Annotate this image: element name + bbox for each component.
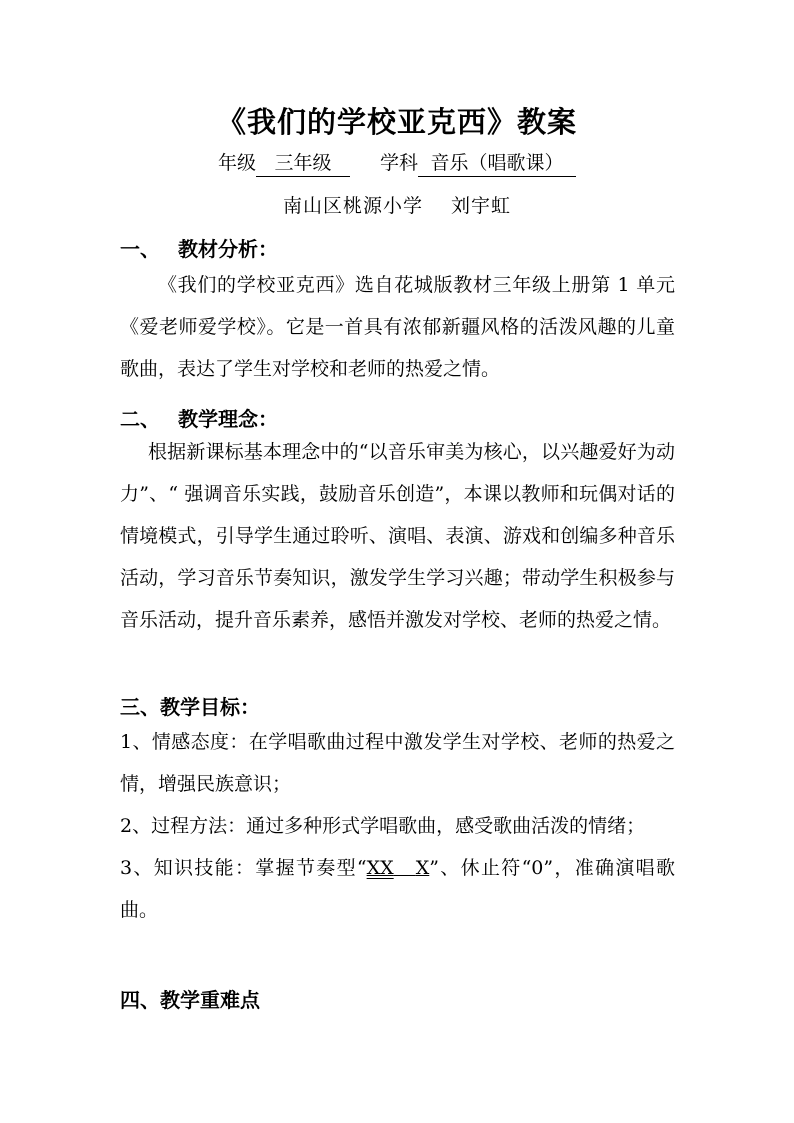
section-1-body [120,264,675,390]
section-1-paragraph: 《我们的学校亚克西》选自花城版教材三年级上册第 1 单元《爱老师爱学校》。它是一首具有浓郁新疆风格的活泼风趣的儿童歌曲，表达了学生对学校和老师的热爱之情。 [120,274,675,380]
section-1-number: 一、 [120,237,160,261]
grade-value: 三年级 [256,148,350,177]
section-3-body [120,721,675,931]
rhythm-xx: XX [366,857,394,879]
section-1-title: 教材分析： [178,237,278,261]
course-meta [0,148,794,177]
grade-label: 年级 [217,152,256,174]
author-school: 南山区桃源小学 [282,195,423,217]
section-1-heading [120,233,278,262]
document-title: 《我们的学校亚克西》教案 [216,105,577,139]
subject-label: 学科 [380,152,419,174]
rhythm-x: X [415,857,430,879]
goal-3-suffix: ”、休止符“0”，准确演唱歌曲。 [120,857,675,921]
author-name: 刘宇虹 [451,195,512,217]
goal-1: 1、情感态度：在学唱歌曲过程中激发学生对学校、老师的热爱之情，增强民族意识； [120,731,675,795]
section-2-body [120,431,675,641]
goal-2: 2、过程方法：通过多种形式学唱歌曲，感受歌曲活泼的情绪； [120,815,646,837]
section-2-title: 教学理念： [178,407,278,431]
author-line [0,191,794,218]
goal-3 [120,847,675,931]
goal-3-prefix: 3、知识技能：掌握节奏型“ [120,857,367,879]
section-2-paragraph: 根据新课标基本理念中的“以音乐审美为核心，以兴趣爱好为动力”、“ 强调音乐实践，鼓励音乐创造”，本课以教师和玩偶对话的情境模式，引导学生通过聆听、演唱、表演、游戏和创编多种音乐活动，学习音乐节奏知识，激发学生学习兴趣；带动学生积极参与音乐活动，提升音乐素养，感悟并激发对学校、老师的热爱之情。 [120,441,675,631]
section-3-heading: 三、教学目标： [120,695,260,719]
section-2-heading [120,403,278,432]
section-2-number: 二、 [120,407,160,431]
section-4-heading: 四、教学重难点 [120,988,260,1012]
subject-value: 音乐（唱歌课） [418,148,576,177]
